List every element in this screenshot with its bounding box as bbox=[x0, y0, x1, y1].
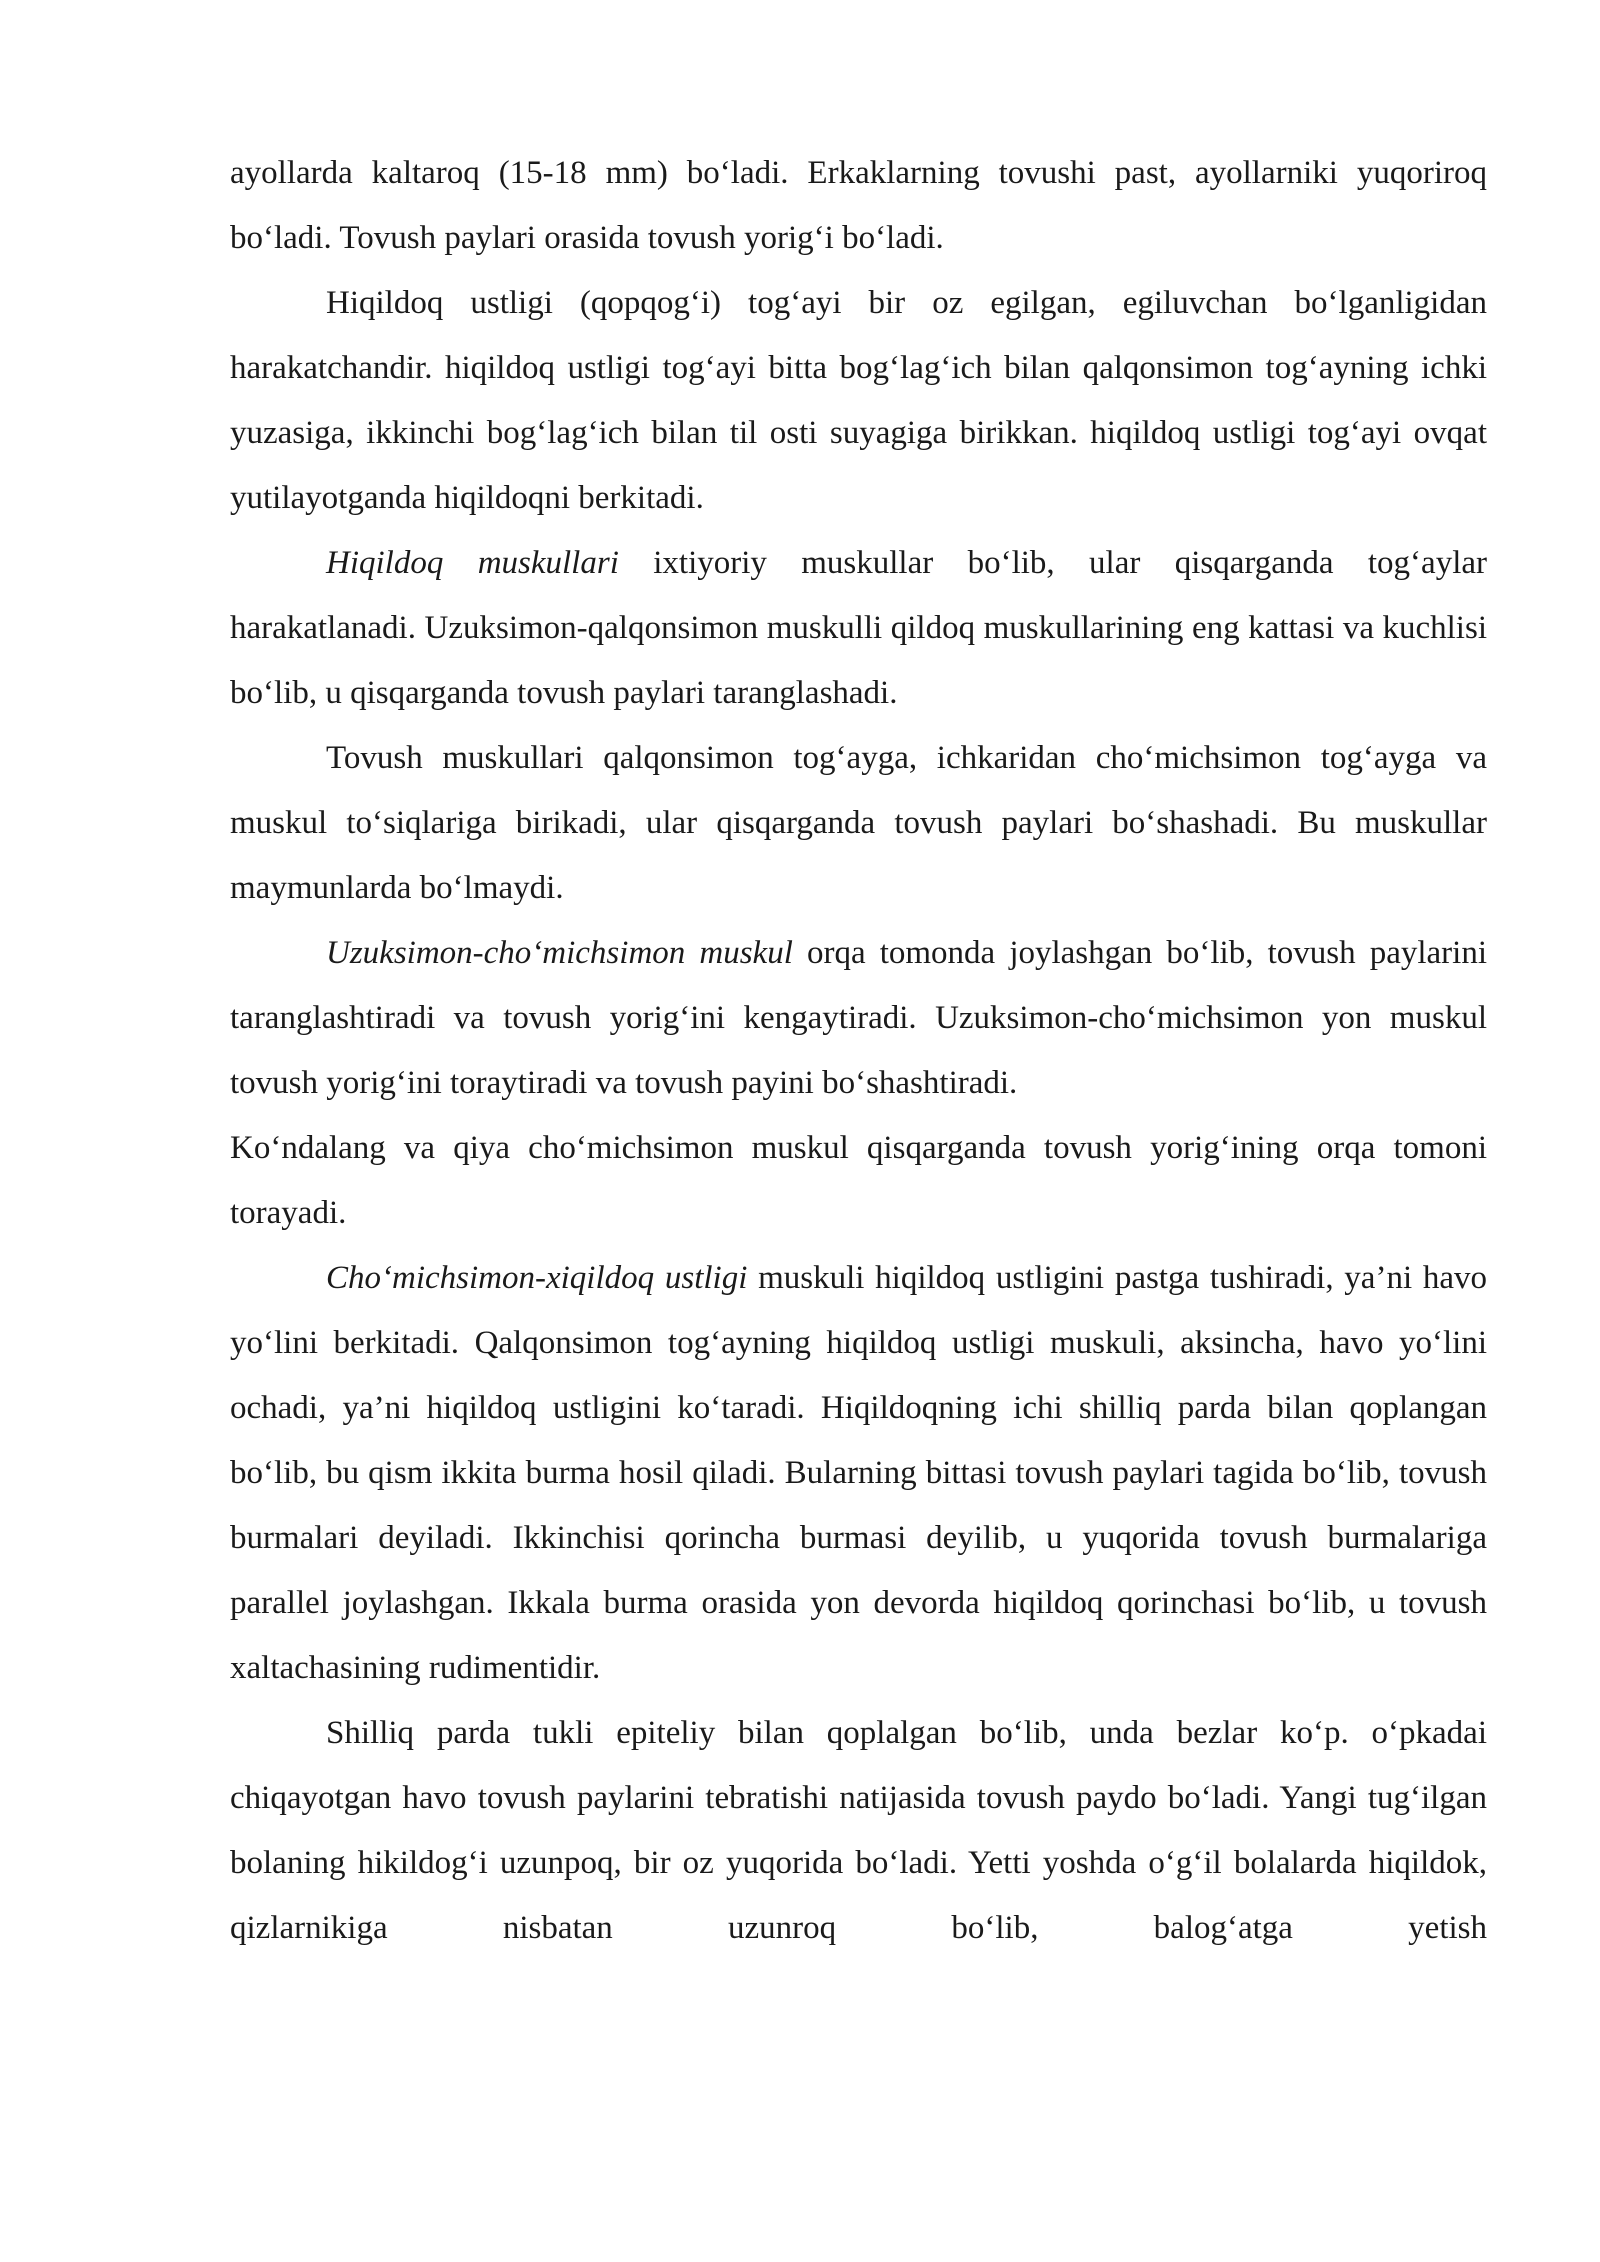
italic-term: Uzuksimon-cho‘michsimon muskul bbox=[326, 935, 793, 971]
paragraph-text: ayollarda kaltaroq (15-18 mm) bo‘ladi. Erkaklarning tovushi past, ayollarniki yuqoriroq bo‘ladi. Tovush paylari orasida tovush yorig‘i bo‘ladi. bbox=[230, 155, 1487, 256]
paragraph-text: muskuli hiqildoq ustligini pastga tushiradi, ya’ni havo yo‘lini berkitadi. Qalqonsimon tog‘ayning hiqildoq ustligi muskuli, aksincha, havo yo‘lini ochadi, ya’ni hiqildoq ustligini ko‘taradi. Hiqildoqning ichi shilliq parda bilan qoplangan bo‘lib, bu qism ikkita burma hosil qiladi. Bularning bittasi tovush paylari tagida bo‘lib, tovush burmalari deyiladi. Ikkinchisi qorincha burmasi deyilib, u yuqorida tovush burmalariga parallel joylashgan. Ikkala burma orasida yon devorda hiqildoq qorinchasi bo‘lib, u tovush xaltachasining rudimentidir. bbox=[230, 1260, 1487, 1686]
paragraph-text: Hiqildoq ustligi (qopqog‘i) tog‘ayi bir oz egilgan, egiluvchan bo‘lganligidan harakatchandir. hiqildoq ustligi tog‘ayi bitta bog‘lag‘ich bilan qalqonsimon tog‘ayning ichki yuzasiga, ikkinchi bog‘lag‘ich bilan til osti suyagiga birikkan. hiqildoq ustligi tog‘ayi ovqat yutilayotganda hiqildoqni berkitadi. bbox=[230, 285, 1487, 516]
paragraph-text: Ko‘ndalang va qiya cho‘michsimon muskul qisqarganda tovush yorig‘ining orqa tomoni torayadi. bbox=[230, 1130, 1487, 1231]
document-page bbox=[230, 141, 1487, 1961]
paragraph-8 bbox=[230, 1701, 1487, 1961]
paragraph-7 bbox=[230, 1246, 1487, 1701]
paragraph-text: Shilliq parda tukli epiteliy bilan qoplalgan bo‘lib, unda bezlar ko‘p. o‘pkadai chiqayotgan havo tovush paylarini tebratishi natijasida tovush paydo bo‘ladi. Yangi tug‘ilgan bolaning hikildog‘i uzunpoq, bir oz yuqorida bo‘ladi. Yetti yoshda o‘g‘il bolalarda hiqildok, qizlarnikiga nisbatan uzunroq bo‘lib, balog‘atga yetish bbox=[230, 1715, 1487, 1946]
italic-term: Hiqildoq muskullari bbox=[326, 545, 619, 581]
paragraph-3 bbox=[230, 531, 1487, 726]
paragraph-1 bbox=[230, 141, 1487, 271]
paragraph-text: orqa tomonda joylashgan bo‘lib, tovush paylarini taranglashtiradi va tovush yorig‘ini kengaytiradi. Uzuksimon-cho‘michsimon yon muskul tovush yorig‘ini toraytiradi va tovush payini bo‘shashtiradi. bbox=[230, 935, 1487, 1101]
paragraph-5 bbox=[230, 921, 1487, 1116]
paragraph-4 bbox=[230, 726, 1487, 921]
paragraph-text: ixtiyoriy muskullar bo‘lib, ular qisqarganda tog‘aylar harakatlanadi. Uzuksimon-qalqonsimon muskulli qildoq muskullarining eng kattasi va kuchlisi bo‘lib, u qisqarganda tovush paylari taranglashadi. bbox=[230, 545, 1487, 711]
paragraph-2 bbox=[230, 271, 1487, 531]
paragraph-6 bbox=[230, 1116, 1487, 1246]
italic-term: Cho‘michsimon-xiqildoq ustligi bbox=[326, 1260, 748, 1296]
paragraph-text: Tovush muskullari qalqonsimon tog‘ayga, ichkaridan cho‘michsimon tog‘ayga va muskul to‘siqlariga birikadi, ular qisqarganda tovush paylari bo‘shashadi. Bu muskullar maymunlarda bo‘lmaydi. bbox=[230, 740, 1487, 906]
